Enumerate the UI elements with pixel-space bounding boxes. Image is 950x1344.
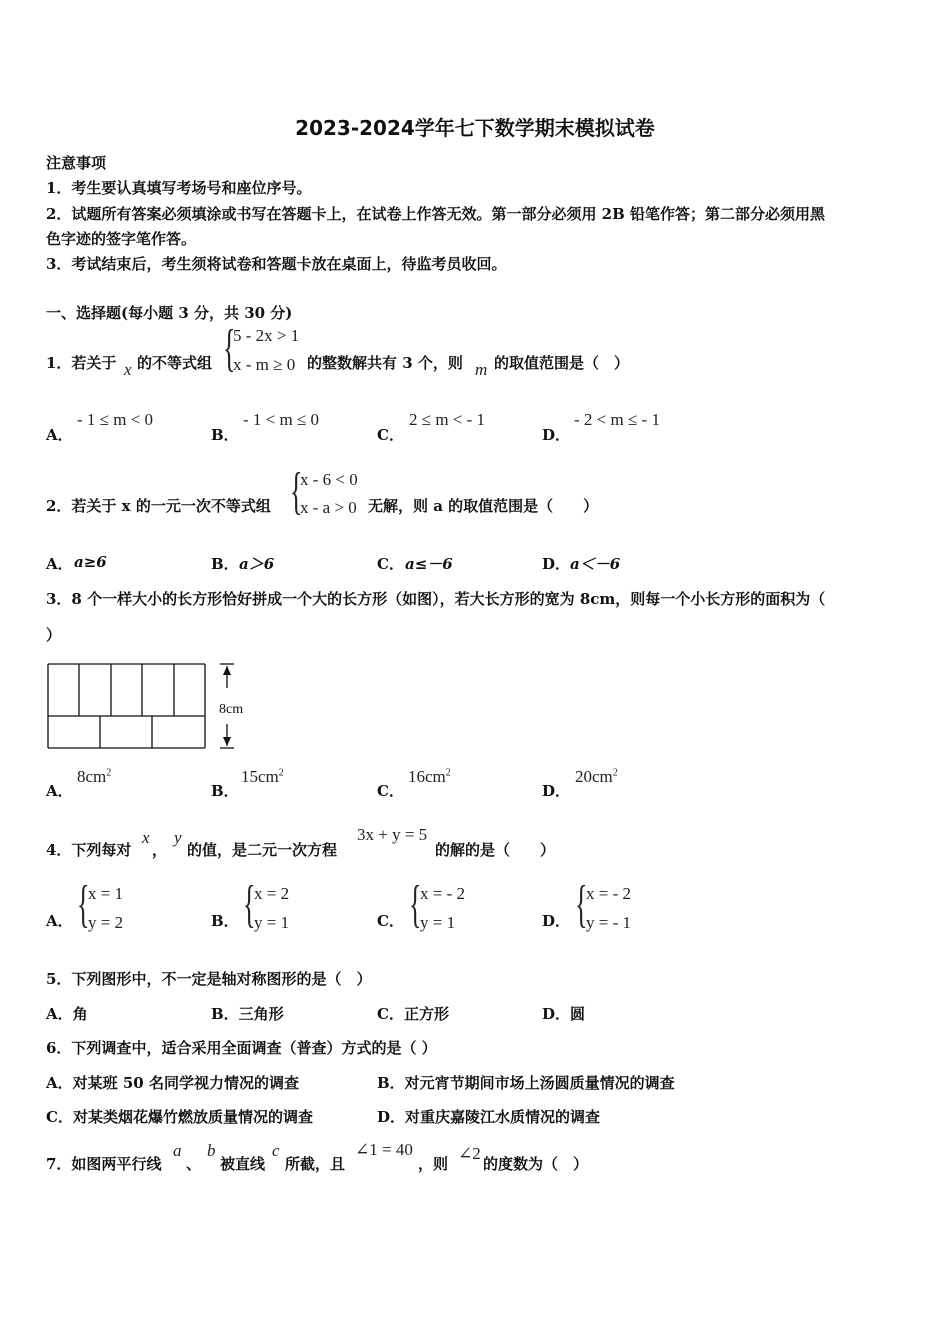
q4-stem-part1: 4．下列每对 bbox=[46, 841, 132, 859]
q3-option-a-label[interactable]: A． bbox=[46, 782, 73, 800]
q4-option-c-label[interactable]: C． bbox=[377, 912, 404, 930]
q7-var-c: c bbox=[272, 1141, 280, 1160]
brace-icon: { bbox=[77, 876, 90, 933]
q2-option-a-text: a≥6 bbox=[74, 553, 107, 571]
q7-stem-part3: 所截，且 bbox=[285, 1155, 346, 1173]
q4-option-a-line2: y = 2 bbox=[88, 913, 124, 932]
q2-option-a[interactable]: A． bbox=[46, 555, 73, 573]
q3-option-b-label[interactable]: B． bbox=[211, 782, 239, 800]
q2-system-line1: x - 6 < 0 bbox=[300, 470, 358, 489]
q4-option-d-line2: y = - 1 bbox=[586, 913, 631, 932]
q7-separator: 、 bbox=[186, 1155, 202, 1173]
q5-option-d[interactable]: D．圆 bbox=[542, 1005, 586, 1023]
q4-option-d-label[interactable]: D． bbox=[542, 912, 571, 930]
q6-option-a[interactable]: A．对某班 50 名同学视力情况的调查 bbox=[46, 1074, 299, 1092]
q2-system-line2: x - a > 0 bbox=[300, 498, 357, 517]
brace-icon: { bbox=[575, 876, 588, 933]
brace-icon: { bbox=[223, 320, 236, 377]
q1-option-d-label[interactable]: D． bbox=[542, 426, 571, 444]
figure-dimension-label: 8cm bbox=[219, 702, 244, 717]
q3-option-b: $15cm^2$ bbox=[241, 767, 284, 786]
q1-option-a: - 1 ≤ m < 0 bbox=[77, 410, 154, 429]
notice-item: 色字迹的签字笔作答。 bbox=[46, 230, 197, 248]
q4-stem-part2: 的值，是二元一次方程 bbox=[187, 841, 338, 859]
q5-stem: 5．下列图形中，不一定是轴对称图形的是（ ） bbox=[46, 970, 372, 988]
brace-icon: { bbox=[290, 463, 303, 520]
q1-option-c-label[interactable]: C． bbox=[377, 426, 404, 444]
q2-option-c-text: a≤－6 bbox=[405, 555, 453, 573]
q7-var-b: b bbox=[207, 1141, 216, 1160]
q4-option-b-line2: y = 1 bbox=[254, 913, 290, 932]
brace-icon: { bbox=[243, 876, 256, 933]
q4-var-y: y bbox=[174, 828, 182, 847]
q6-option-b[interactable]: B．对元宵节期间市场上汤圆质量情况的调查 bbox=[377, 1074, 675, 1092]
notice-item: 2．试题所有答案必须填涂或书写在答题卡上，在试卷上作答无效。第一部分必须用 2B 铅笔作答；第二部分必须用黑 bbox=[46, 205, 826, 223]
q2-option-c[interactable]: C． bbox=[377, 555, 404, 573]
q1-option-d: - 2 < m ≤ - 1 bbox=[574, 410, 660, 429]
q2-option-d[interactable]: D． bbox=[542, 555, 571, 573]
q5-option-b[interactable]: B．三角形 bbox=[211, 1005, 284, 1023]
q2-stem-part2: 无解，则 a 的取值范围是（ ） bbox=[368, 497, 599, 515]
q1-var-x: x bbox=[124, 360, 132, 379]
q7-stem-part5: 的度数为（ ） bbox=[483, 1155, 589, 1173]
q4-option-c-line2: y = 1 bbox=[420, 913, 456, 932]
q1-system-line1: 5 - 2x > 1 bbox=[233, 326, 300, 345]
q1-stem-part2: 的不等式组 bbox=[137, 354, 213, 372]
page-title: 2023-2024学年七下数学期末模拟试卷 bbox=[295, 116, 655, 140]
q5-option-a[interactable]: A．角 bbox=[46, 1005, 88, 1023]
q4-option-d-line1: x = - 2 bbox=[586, 884, 631, 903]
q1-stem-part1: 1．若关于 bbox=[46, 354, 117, 372]
q1-option-b-label[interactable]: B． bbox=[211, 426, 239, 444]
q7-angle2: ∠2 bbox=[458, 1144, 481, 1163]
q4-equation: 3x + y = 5 bbox=[357, 825, 428, 844]
q1-var-m: m bbox=[475, 360, 488, 379]
q6-option-d[interactable]: D．对重庆嘉陵江水质情况的调查 bbox=[377, 1108, 601, 1126]
q4-option-c-line1: x = - 2 bbox=[420, 884, 465, 903]
q4-stem-part3: 的解的是（ ） bbox=[435, 841, 556, 859]
q4-comma: ， bbox=[152, 841, 168, 859]
brace-icon: { bbox=[409, 876, 422, 933]
q2-option-b[interactable]: B． bbox=[211, 555, 239, 573]
q3-option-c-label[interactable]: C． bbox=[377, 782, 404, 800]
q7-stem-part2: 被直线 bbox=[220, 1155, 266, 1173]
q1-option-a-label[interactable]: A． bbox=[46, 426, 73, 444]
q4-option-b-label[interactable]: B． bbox=[211, 912, 239, 930]
q1-stem-part3: 的整数解共有 3 个，则 bbox=[307, 354, 463, 372]
q5-option-c[interactable]: C．正方形 bbox=[377, 1005, 449, 1023]
q2-option-b-text: a＞6 bbox=[239, 555, 275, 573]
q3-option-d: $20cm^2$ bbox=[575, 767, 618, 786]
q1-system-line2: x - m ≥ 0 bbox=[233, 355, 296, 374]
q4-option-b-line1: x = 2 bbox=[254, 884, 290, 903]
section-heading: 一、选择题(每小题 3 分，共 30 分) bbox=[46, 304, 293, 322]
notice-heading: 注意事项 bbox=[46, 154, 107, 172]
q3-option-d-label[interactable]: D． bbox=[542, 782, 571, 800]
q7-var-a: a bbox=[173, 1141, 182, 1160]
q2-stem-part1: 2．若关于 x 的一元一次不等式组 bbox=[46, 497, 271, 515]
q6-option-c[interactable]: C．对某类烟花爆竹燃放质量情况的调查 bbox=[46, 1108, 313, 1126]
q7-stem-part1: 7．如图两平行线 bbox=[46, 1155, 162, 1173]
q3-stem-line1: 3．8 个一样大小的长方形恰好拼成一个大的长方形（如图），若大长方形的宽为 8cm，则每一个小长方形的面积为（ bbox=[46, 590, 826, 608]
q3-option-a: $8cm^2$ bbox=[77, 767, 112, 786]
q7-angle1: ∠1 = 40 bbox=[355, 1140, 413, 1159]
q1-option-b: - 1 < m ≤ 0 bbox=[243, 410, 320, 429]
q1-stem-part4: 的取值范围是（ ） bbox=[494, 354, 630, 372]
q3-stem-line2: ） bbox=[46, 626, 62, 644]
q4-option-a-label[interactable]: A． bbox=[46, 912, 73, 930]
notice-item: 3．考试结束后，考生须将试卷和答题卡放在桌面上，待监考员收回。 bbox=[46, 255, 507, 273]
notice-item: 1．考生要认真填写考场号和座位序号。 bbox=[46, 179, 312, 197]
q7-stem-part4: ，则 bbox=[418, 1155, 449, 1173]
q4-var-x: x bbox=[142, 828, 150, 847]
q2-option-d-text: a＜－6 bbox=[570, 555, 621, 573]
q1-option-c: 2 ≤ m < - 1 bbox=[409, 410, 486, 429]
q4-option-a-line1: x = 1 bbox=[88, 884, 124, 903]
q3-option-c: $16cm^2$ bbox=[408, 767, 451, 786]
q6-stem: 6．下列调查中，适合采用全面调查（普查）方式的是（ ） bbox=[46, 1039, 437, 1057]
